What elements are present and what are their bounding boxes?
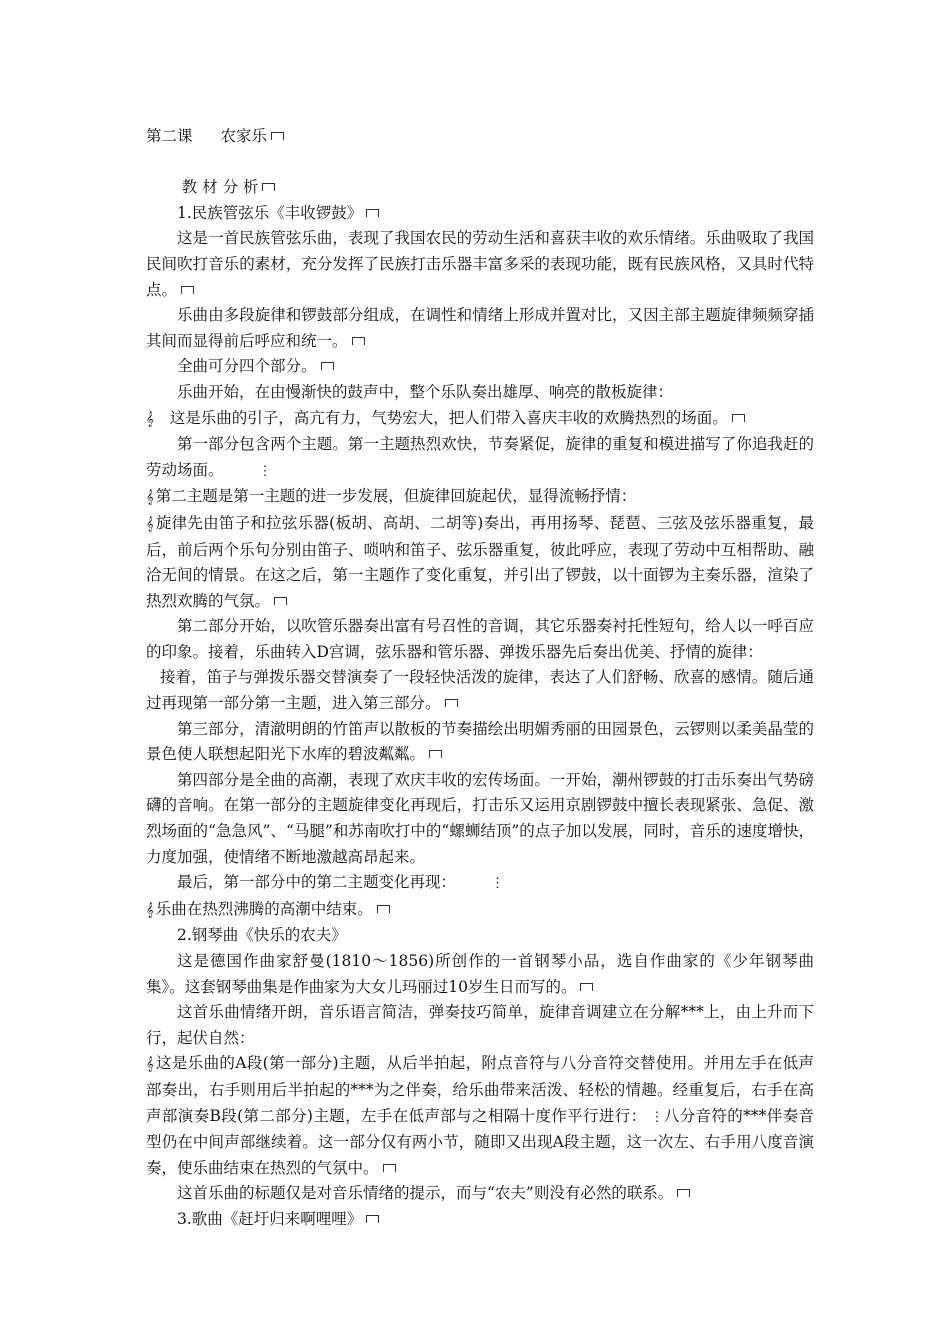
paragraph: 𝄞 乐曲在热烈沸腾的高潮中结束。 (146, 897, 814, 924)
music-notation-icon: 𝄞 (146, 490, 154, 506)
ellipsis-icon: ⋮ (650, 1109, 664, 1125)
ellipsis-icon: ⋮ (491, 876, 505, 892)
paragraph: 这是一首民族管弦乐曲，表现了我国农民的劳动生活和喜获丰收的欢乐情绪。乐曲吸取了我国民间吹打音乐的素材，充分发挥了民族打击乐器丰富多采的表现功能，既有民族风格，又具时代特点。 (146, 229, 814, 299)
paragraph: 𝄞 旋律先由笛子和拉弦乐器(板胡、高胡、二胡等)奏出，再用扬琴、琵琶、三弦及弦乐器重复，最后，前后两个乐句分别由笛子、唢呐和笛子、弦乐器重复，彼此呼应，表现了劳动中互相帮助、融洽无间的情景。在这之后，第一主题作了变化重复，并引出了锣鼓，以十面锣为主奏乐器，渲染了热烈欢腾的气氛。 (146, 513, 814, 610)
paragraph: 第三部分，清澈明朗的竹笛声以散板的节奏描绘出明媚秀丽的田园景色，云锣则以柔美晶莹的景色使人联想起阳光下水库的碧波粼粼。 (146, 719, 814, 764)
item-title: 2.钢琴曲《快乐的农夫》 (177, 926, 347, 945)
paragraph-mark-icon (383, 1164, 396, 1172)
paragraph: 第四部分是全曲的高潮，表现了欢庆丰收的宏传场面。一开始，潮州锣鼓的打击乐奏出气势磅礴的音响。在第一部分的主题旋律变化再现后，打击乐又运用京剧锣鼓中擅长表现紧张、急促、激烈场面的“急急风”、“马腿”和苏南吹打中的“螺蛳结顶”的点子加以发展，同时，音乐的速度增快，力度加强，使情绪不断地激越高昂起来。 (146, 770, 814, 866)
paragraph-mark-icon (429, 750, 442, 758)
ellipsis-icon: ⋮ (258, 463, 272, 479)
paragraph: 这首乐曲情绪开朗，音乐语言简洁，弹奏技巧简单，旋律音调建立在分解***上，由上升而下行，起伏自然： (146, 1003, 814, 1047)
paragraph-mark-icon (181, 286, 194, 294)
paragraph-mark-icon (321, 362, 334, 370)
paragraph-mark-icon (366, 209, 379, 217)
item-title: 1.民族管弦乐《丰收锣鼓》 (146, 201, 814, 227)
music-notation-icon: 𝄞 (146, 1057, 154, 1073)
paragraph: 接着，笛子与弹拨乐器交替演奏了一段轻快活泼的旋律，表达了人们舒畅、欣喜的感情。随后通过再现第一部分第一主题，进入第三部分。 (146, 668, 814, 713)
paragraph-mark-icon (580, 983, 593, 991)
paragraph-mark-icon (677, 1189, 690, 1197)
section-heading: 教 材 分 析 (146, 175, 814, 201)
lesson-number: 第二课 (146, 127, 193, 145)
paragraph: 𝄞 这是乐曲的引子，高亢有力，气势宏大，把人们带入喜庆丰收的欢腾热烈的场面。 (146, 406, 814, 433)
paragraph: 这首乐曲的标题仅是对音乐情绪的提示，而与“农夫”则没有必然的联系。 (146, 1181, 814, 1207)
paragraph-mark-icon (366, 1215, 379, 1223)
paragraph-mark-icon (352, 337, 365, 345)
paragraph-mark-icon (445, 699, 458, 707)
paragraph-mark-icon (732, 414, 745, 422)
paragraph-mark-icon (274, 597, 287, 605)
document-body (146, 124, 814, 1233)
paragraph-mark-icon (377, 905, 390, 913)
paragraph: 𝄞 这是乐曲的A段(第一部分)主题，从后半拍起，附点音符与八分音符交替使用。并用左手在低声部奏出，右手则用后半拍起的***为之伴奏，给乐曲带来活泼、轻松的情趣。经重复后，右手在高声部演奏B段(第二部分)主题，左手在低声部与之相隔十度作平行进行： ⋮八分音符的***伴奏音型仍在中间声部继续着。这一部分仅有两小节，随即又出现A段主题，这一次左、右手用八度音演奏，使乐曲结束在热烈的气氛中。 (146, 1054, 814, 1177)
paragraph: 这是德国作曲家舒曼(1810～1856)所创作的一首钢琴小品，选自作曲家的《少年钢琴曲集》。这套钢琴曲集是作曲家为大女儿玛丽过10岁生日而写的。 (146, 952, 814, 996)
music-notation-icon: 𝄞 (146, 411, 154, 427)
music-notation-icon: 𝄞 (146, 902, 154, 918)
paragraph: 第二部分开始，以吹管乐器奏出富有号召性的音调，其它乐器奏衬托性短句，给人以一呼百应的印象。接着，乐曲转入D宫调，弦乐器和管乐器、弹拨乐器先后奏出优美、抒情的旋律： (146, 617, 814, 661)
lesson-heading (146, 124, 814, 150)
lesson-title: 农家乐 (220, 127, 268, 145)
paragraph: 第一部分包含两个主题。第一主题热烈欢快，节奏紧促，旋律的重复和模进描写了你追我赶的劳动场面。 ⋮ (146, 432, 814, 484)
music-notation-icon: 𝄞 (146, 516, 154, 532)
paragraph: 全曲可分四个部分。 (146, 354, 814, 380)
paragraph: 乐曲开始，在由慢渐快的鼓声中，整个乐队奏出雄厚、响亮的散板旋律： (177, 382, 674, 401)
paragraph: 𝄞 第二主题是第一主题的进一步发展，但旋律回旋起伏，显得流畅抒情： (146, 484, 814, 511)
paragraph: 乐曲由多段旋律和锣鼓部分组成，在调性和情绪上形成并置对比，又因主部主题旋律频频穿插其间而显得前后呼应和统一。 (146, 306, 814, 350)
paragraph: 最后，第一部分中的第二主题变化再现： ⋮ (146, 870, 814, 897)
paragraph-mark-icon (271, 132, 284, 140)
item-title: 3.歌曲《赶圩归来啊哩哩》 (146, 1207, 814, 1233)
paragraph-mark-icon (262, 183, 275, 191)
